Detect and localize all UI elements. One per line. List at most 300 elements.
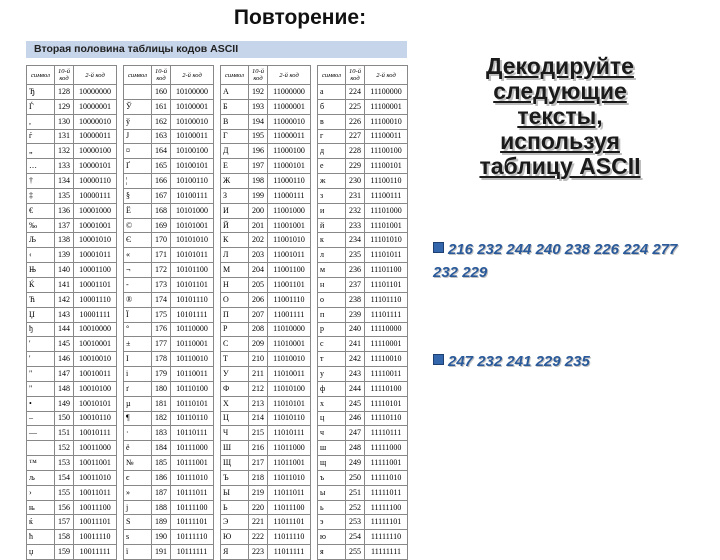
- symbol-cell: –: [27, 411, 55, 426]
- decimal-code-cell: 248: [346, 441, 365, 456]
- binary-code-cell: 11001010: [268, 233, 311, 248]
- code-sequence-2: [433, 350, 703, 373]
- binary-code-cell: 10000100: [74, 144, 117, 159]
- decimal-code-cell: 183: [152, 426, 171, 441]
- binary-code-cell: 11100011: [365, 129, 408, 144]
- binary-code-cell: 10111100: [171, 500, 214, 515]
- binary-code-cell: 10110011: [171, 367, 214, 382]
- decimal-code-cell: 140: [55, 263, 74, 278]
- symbol-cell: Ш: [221, 441, 249, 456]
- symbol-cell: г: [318, 129, 346, 144]
- decimal-code-cell: 168: [152, 203, 171, 218]
- sequence-text: 247 232 241 229 235: [448, 353, 590, 370]
- column-gap: [117, 545, 124, 560]
- symbol-cell: Ѓ: [27, 99, 55, 114]
- symbol-cell: л: [318, 248, 346, 263]
- symbol-cell: В: [221, 114, 249, 129]
- decimal-code-cell: 229: [346, 159, 365, 174]
- table-row: [27, 85, 408, 100]
- column-gap: [311, 426, 318, 441]
- symbol-cell: Ц: [221, 411, 249, 426]
- binary-code-cell: 11011100: [268, 500, 311, 515]
- ascii-table-panel: [26, 41, 407, 557]
- decimal-code-cell: 210: [249, 352, 268, 367]
- decimal-code-cell: 198: [249, 174, 268, 189]
- symbol-cell: ц: [318, 411, 346, 426]
- decimal-code-cell: 202: [249, 233, 268, 248]
- column-gap: [117, 292, 124, 307]
- binary-code-cell: 10100111: [171, 188, 214, 203]
- binary-code-cell: 11110001: [365, 337, 408, 352]
- column-gap: [311, 233, 318, 248]
- sequence-text: 216 232 244 240 238 226 224 277 232 229: [433, 241, 678, 281]
- column-header: символ: [221, 66, 249, 85]
- decimal-code-cell: 253: [346, 515, 365, 530]
- symbol-cell: Я: [221, 545, 249, 560]
- binary-code-cell: 11100001: [365, 99, 408, 114]
- decimal-code-cell: 153: [55, 456, 74, 471]
- task-line: Декодируйте: [486, 53, 634, 79]
- binary-code-cell: 11001000: [268, 203, 311, 218]
- decimal-code-cell: 177: [152, 337, 171, 352]
- task-line: тексты,: [517, 103, 603, 129]
- symbol-cell: ћ: [27, 530, 55, 545]
- symbol-cell: Ъ: [221, 470, 249, 485]
- decimal-code-cell: 241: [346, 337, 365, 352]
- decimal-code-cell: 179: [152, 367, 171, 382]
- column-header: 10-й код: [152, 66, 171, 85]
- column-gap: [214, 470, 221, 485]
- decimal-code-cell: 207: [249, 307, 268, 322]
- binary-code-cell: 11100111: [365, 188, 408, 203]
- symbol-cell: ѓ: [27, 129, 55, 144]
- decimal-code-cell: 247: [346, 426, 365, 441]
- decimal-code-cell: 211: [249, 367, 268, 382]
- decimal-code-cell: 252: [346, 500, 365, 515]
- decimal-code-cell: 150: [55, 411, 74, 426]
- decimal-code-cell: 205: [249, 277, 268, 292]
- decimal-code-cell: 149: [55, 396, 74, 411]
- column-gap: [117, 144, 124, 159]
- binary-code-cell: 10010011: [74, 367, 117, 382]
- table-row: [27, 203, 408, 218]
- column-gap: [117, 530, 124, 545]
- binary-code-cell: 10110001: [171, 337, 214, 352]
- column-header: символ: [27, 66, 55, 85]
- decimal-code-cell: 129: [55, 99, 74, 114]
- binary-code-cell: 11110011: [365, 367, 408, 382]
- decimal-code-cell: 130: [55, 114, 74, 129]
- symbol-cell: П: [221, 307, 249, 322]
- symbol-cell: Љ: [27, 233, 55, 248]
- symbol-cell: я: [318, 545, 346, 560]
- symbol-cell: Џ: [27, 307, 55, 322]
- column-gap: [214, 292, 221, 307]
- binary-code-cell: 10010110: [74, 411, 117, 426]
- binary-code-cell: 10000101: [74, 159, 117, 174]
- symbol-cell: Б: [221, 99, 249, 114]
- binary-code-cell: 11011101: [268, 515, 311, 530]
- symbol-cell: Й: [221, 218, 249, 233]
- column-gap: [117, 337, 124, 352]
- symbol-cell: ч: [318, 426, 346, 441]
- symbol-cell: О: [221, 292, 249, 307]
- decimal-code-cell: 209: [249, 337, 268, 352]
- decimal-code-cell: 213: [249, 396, 268, 411]
- column-gap: [214, 307, 221, 322]
- decimal-code-cell: 191: [152, 545, 171, 560]
- binary-code-cell: 11011110: [268, 530, 311, 545]
- decimal-code-cell: 192: [249, 85, 268, 100]
- binary-code-cell: 11011000: [268, 441, 311, 456]
- binary-code-cell: 11101010: [365, 233, 408, 248]
- decimal-code-cell: 159: [55, 545, 74, 560]
- decimal-code-cell: 199: [249, 188, 268, 203]
- symbol-cell: ™: [27, 456, 55, 471]
- decimal-code-cell: 135: [55, 188, 74, 203]
- symbol-cell: †: [27, 174, 55, 189]
- decimal-code-cell: 245: [346, 396, 365, 411]
- symbol-cell: д: [318, 144, 346, 159]
- decimal-code-cell: 218: [249, 470, 268, 485]
- symbol-cell: ў: [124, 114, 152, 129]
- column-gap: [117, 500, 124, 515]
- decimal-code-cell: 226: [346, 114, 365, 129]
- column-gap: [117, 99, 124, 114]
- binary-code-cell: 11001001: [268, 218, 311, 233]
- table-row: [27, 129, 408, 144]
- binary-code-cell: 11110010: [365, 352, 408, 367]
- column-gap: [117, 218, 124, 233]
- table-row: [27, 159, 408, 174]
- column-header: 10-й код: [55, 66, 74, 85]
- column-gap: [214, 159, 221, 174]
- binary-code-cell: 11100000: [365, 85, 408, 100]
- symbol-cell: ": [27, 367, 55, 382]
- table-row: [27, 545, 408, 560]
- symbol-cell: ь: [318, 500, 346, 515]
- decimal-code-cell: 230: [346, 174, 365, 189]
- symbol-cell: й: [318, 218, 346, 233]
- binary-code-cell: 10001111: [74, 307, 117, 322]
- column-gap: [311, 218, 318, 233]
- decimal-code-cell: 204: [249, 263, 268, 278]
- binary-code-cell: 10010101: [74, 396, 117, 411]
- table-row: [27, 233, 408, 248]
- symbol-cell: ¶: [124, 411, 152, 426]
- binary-code-cell: 11101110: [365, 292, 408, 307]
- decimal-code-cell: 128: [55, 85, 74, 100]
- binary-code-cell: 10100001: [171, 99, 214, 114]
- symbol-cell: п: [318, 307, 346, 322]
- decimal-code-cell: 214: [249, 411, 268, 426]
- table-row: [27, 337, 408, 352]
- task-line: используя: [500, 128, 620, 154]
- column-gap: [311, 322, 318, 337]
- binary-code-cell: 11110101: [365, 396, 408, 411]
- table-row: [27, 396, 408, 411]
- binary-code-cell: 11001101: [268, 277, 311, 292]
- binary-code-cell: 11111000: [365, 441, 408, 456]
- symbol-cell: ш: [318, 441, 346, 456]
- symbol-cell: р: [318, 322, 346, 337]
- decimal-code-cell: 141: [55, 277, 74, 292]
- binary-code-cell: 11100100: [365, 144, 408, 159]
- symbol-cell: џ: [27, 545, 55, 560]
- table-row: [27, 99, 408, 114]
- table-row: [27, 174, 408, 189]
- binary-code-cell: 11000111: [268, 188, 311, 203]
- decimal-code-cell: 133: [55, 159, 74, 174]
- symbol-cell: ј: [124, 500, 152, 515]
- symbol-cell: б: [318, 99, 346, 114]
- symbol-cell: Ї: [124, 307, 152, 322]
- column-gap: [214, 352, 221, 367]
- column-gap: [214, 218, 221, 233]
- column-gap: [214, 337, 221, 352]
- binary-code-cell: 11110110: [365, 411, 408, 426]
- binary-code-cell: 10101111: [171, 307, 214, 322]
- decimal-code-cell: 227: [346, 129, 365, 144]
- binary-code-cell: 10111011: [171, 485, 214, 500]
- task-block: [420, 54, 700, 179]
- column-gap: [214, 426, 221, 441]
- table-row: [27, 530, 408, 545]
- table-body: [27, 85, 408, 560]
- column-gap: [117, 307, 124, 322]
- table-row: [27, 248, 408, 263]
- decimal-code-cell: 232: [346, 203, 365, 218]
- column-gap: [117, 174, 124, 189]
- column-gap: [311, 337, 318, 352]
- column-gap: [311, 277, 318, 292]
- symbol-cell: в: [318, 114, 346, 129]
- symbol-cell: ж: [318, 174, 346, 189]
- column-gap: [311, 367, 318, 382]
- symbol-cell: Т: [221, 352, 249, 367]
- decimal-code-cell: 158: [55, 530, 74, 545]
- column-gap: [311, 66, 318, 85]
- table-row: [27, 307, 408, 322]
- binary-code-cell: 10001010: [74, 233, 117, 248]
- symbol-cell: ‰: [27, 218, 55, 233]
- decimal-code-cell: 225: [346, 99, 365, 114]
- binary-code-cell: 10101110: [171, 292, 214, 307]
- symbol-cell: а: [318, 85, 346, 100]
- decimal-code-cell: 234: [346, 233, 365, 248]
- table-row: [27, 485, 408, 500]
- symbol-cell: і: [124, 367, 152, 382]
- column-gap: [214, 396, 221, 411]
- binary-code-cell: 10011100: [74, 500, 117, 515]
- decimal-code-cell: 148: [55, 381, 74, 396]
- binary-code-cell: 10011111: [74, 545, 117, 560]
- column-gap: [214, 545, 221, 560]
- decimal-code-cell: 246: [346, 411, 365, 426]
- symbol-cell: ќ: [27, 515, 55, 530]
- column-gap: [214, 530, 221, 545]
- column-gap: [311, 174, 318, 189]
- binary-code-cell: 11010011: [268, 367, 311, 382]
- binary-code-cell: 11111010: [365, 470, 408, 485]
- binary-code-cell: 10011001: [74, 456, 117, 471]
- binary-code-cell: 10000010: [74, 114, 117, 129]
- symbol-cell: щ: [318, 456, 346, 471]
- column-gap: [311, 500, 318, 515]
- decimal-code-cell: 163: [152, 129, 171, 144]
- decimal-code-cell: 144: [55, 322, 74, 337]
- column-gap: [311, 99, 318, 114]
- decimal-code-cell: 161: [152, 99, 171, 114]
- symbol-cell: Ч: [221, 426, 249, 441]
- column-gap: [117, 263, 124, 278]
- symbol-cell: µ: [124, 396, 152, 411]
- symbol-cell: У: [221, 367, 249, 382]
- decimal-code-cell: 195: [249, 129, 268, 144]
- table-row: [27, 500, 408, 515]
- binary-code-cell: 10001100: [74, 263, 117, 278]
- decimal-code-cell: 240: [346, 322, 365, 337]
- symbol-cell: њ: [27, 500, 55, 515]
- decimal-code-cell: 196: [249, 144, 268, 159]
- table-row: [27, 515, 408, 530]
- symbol-cell: Э: [221, 515, 249, 530]
- column-gap: [311, 159, 318, 174]
- symbol-cell: ›: [27, 485, 55, 500]
- decimal-code-cell: 154: [55, 470, 74, 485]
- decimal-code-cell: 187: [152, 485, 171, 500]
- column-gap: [117, 322, 124, 337]
- binary-code-cell: 10000110: [74, 174, 117, 189]
- column-gap: [117, 485, 124, 500]
- symbol-cell: ы: [318, 485, 346, 500]
- decimal-code-cell: 249: [346, 456, 365, 471]
- symbol-cell: °: [124, 322, 152, 337]
- symbol-cell: з: [318, 188, 346, 203]
- decimal-code-cell: 132: [55, 144, 74, 159]
- binary-code-cell: 11011011: [268, 485, 311, 500]
- column-gap: [117, 367, 124, 382]
- column-gap: [311, 456, 318, 471]
- binary-code-cell: 11001100: [268, 263, 311, 278]
- binary-code-cell: 10100101: [171, 159, 214, 174]
- task-heading: [420, 54, 700, 179]
- binary-code-cell: 11000100: [268, 144, 311, 159]
- binary-code-cell: 11101101: [365, 277, 408, 292]
- binary-code-cell: 11110100: [365, 381, 408, 396]
- symbol-cell: ©: [124, 218, 152, 233]
- binary-code-cell: 11111101: [365, 515, 408, 530]
- symbol-cell: ,: [27, 114, 55, 129]
- decimal-code-cell: 228: [346, 144, 365, 159]
- symbol-cell: ъ: [318, 470, 346, 485]
- decimal-code-cell: 162: [152, 114, 171, 129]
- binary-code-cell: 11010001: [268, 337, 311, 352]
- symbol-cell: Х: [221, 396, 249, 411]
- binary-code-cell: 10001000: [74, 203, 117, 218]
- symbol-cell: Ќ: [27, 277, 55, 292]
- symbol-cell: —: [27, 426, 55, 441]
- binary-code-cell: 10011110: [74, 530, 117, 545]
- symbol-cell: Р: [221, 322, 249, 337]
- symbol-cell: Ў: [124, 99, 152, 114]
- binary-code-cell: 10010001: [74, 337, 117, 352]
- column-gap: [117, 515, 124, 530]
- table-row: [27, 456, 408, 471]
- binary-code-cell: 11000101: [268, 159, 311, 174]
- decimal-code-cell: 238: [346, 292, 365, 307]
- column-gap: [117, 456, 124, 471]
- column-header: 10-й код: [249, 66, 268, 85]
- column-gap: [117, 114, 124, 129]
- binary-code-cell: 11111100: [365, 500, 408, 515]
- binary-code-cell: 10111001: [171, 456, 214, 471]
- symbol-cell: ‹: [27, 248, 55, 263]
- symbol-cell: Ё: [124, 203, 152, 218]
- binary-code-cell: 11000000: [268, 85, 311, 100]
- binary-code-cell: 11101011: [365, 248, 408, 263]
- symbol-cell: ': [27, 337, 55, 352]
- binary-code-cell: 10111000: [171, 441, 214, 456]
- code-sequence-1: [433, 238, 703, 284]
- binary-code-cell: 11100110: [365, 174, 408, 189]
- table-row: [27, 322, 408, 337]
- symbol-cell: к: [318, 233, 346, 248]
- binary-code-cell: 11100010: [365, 114, 408, 129]
- column-gap: [214, 114, 221, 129]
- column-gap: [311, 485, 318, 500]
- decimal-code-cell: 156: [55, 500, 74, 515]
- decimal-code-cell: 151: [55, 426, 74, 441]
- column-gap: [311, 85, 318, 100]
- decimal-code-cell: 194: [249, 114, 268, 129]
- symbol-cell: ·: [124, 426, 152, 441]
- column-gap: [117, 441, 124, 456]
- column-gap: [311, 129, 318, 144]
- decimal-code-cell: 171: [152, 248, 171, 263]
- column-gap: [214, 367, 221, 382]
- column-gap: [214, 456, 221, 471]
- symbol-cell: ¤: [124, 144, 152, 159]
- symbol-cell: М: [221, 263, 249, 278]
- binary-code-cell: 11010111: [268, 426, 311, 441]
- column-header: 2-й код: [268, 66, 311, 85]
- column-gap: [214, 381, 221, 396]
- symbol-cell: ф: [318, 381, 346, 396]
- symbol-cell: ': [27, 352, 55, 367]
- task-line: следующие: [493, 78, 627, 104]
- decimal-code-cell: 173: [152, 277, 171, 292]
- decimal-code-cell: 237: [346, 277, 365, 292]
- decimal-code-cell: 146: [55, 352, 74, 367]
- decimal-code-cell: 189: [152, 515, 171, 530]
- symbol-cell: т: [318, 352, 346, 367]
- symbol-cell: Ю: [221, 530, 249, 545]
- table-row: [27, 144, 408, 159]
- column-gap: [117, 426, 124, 441]
- table-row: [27, 411, 408, 426]
- symbol-cell: Ь: [221, 500, 249, 515]
- column-gap: [117, 159, 124, 174]
- decimal-code-cell: 180: [152, 381, 171, 396]
- table-column-headers: [27, 66, 408, 85]
- binary-code-cell: 11001110: [268, 292, 311, 307]
- column-gap: [214, 248, 221, 263]
- table-row: [27, 352, 408, 367]
- decimal-code-cell: 231: [346, 188, 365, 203]
- column-gap: [117, 381, 124, 396]
- decimal-code-cell: 239: [346, 307, 365, 322]
